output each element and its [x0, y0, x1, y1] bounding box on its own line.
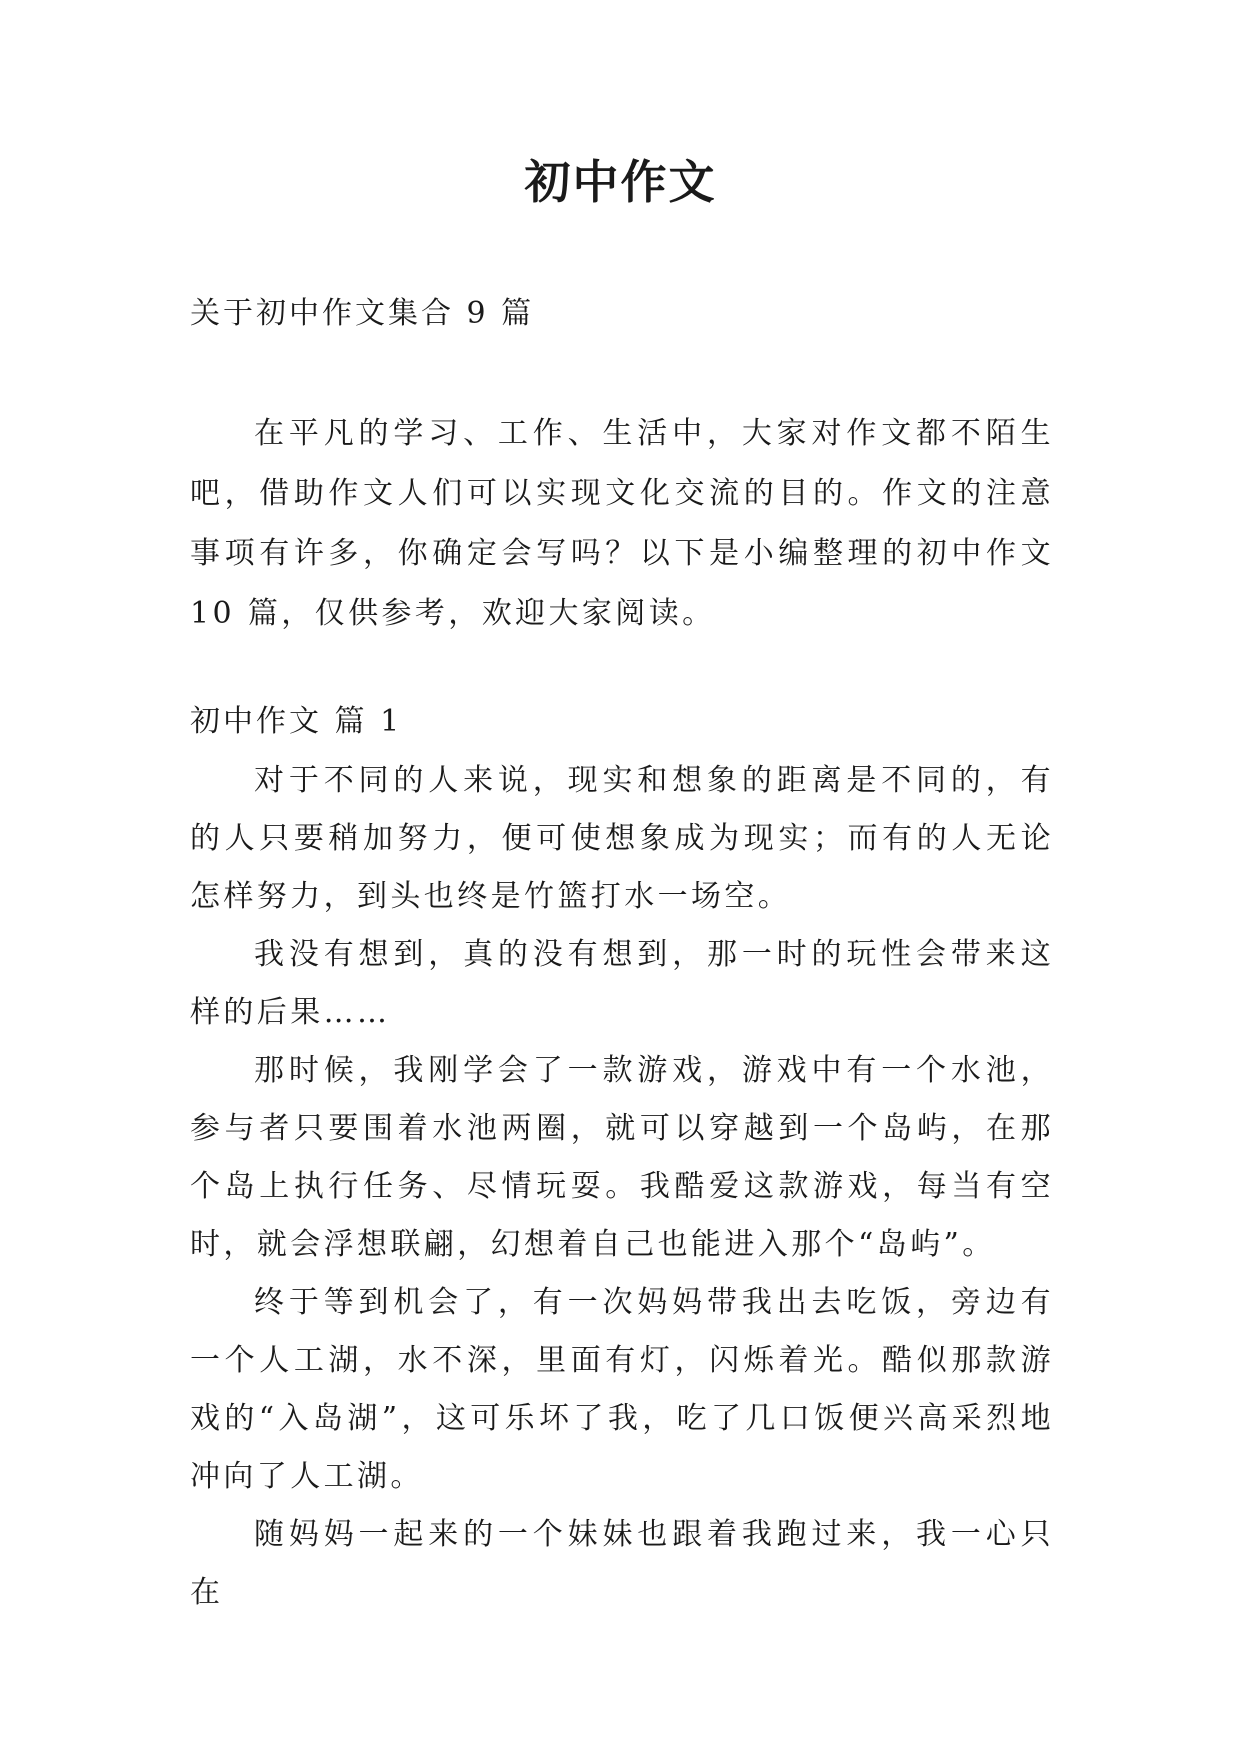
intro-paragraph: 在平凡的学习、工作、生活中，大家对作文都不陌生吧，借助作文人们可以实现文化交流的目的。作文的注意事项有许多，你确定会写吗？以下是小编整理的初中作文 10 篇，仅供参考，欢迎大家阅读。 — [190, 416, 1054, 631]
document-title: 初中作文 — [524, 155, 717, 209]
essay-paragraph: 随妈妈一起来的一个妹妹也跟着我跑过来，我一心只在 — [190, 1517, 1054, 1610]
essay-paragraph: 对于不同的人来说，现实和想象的距离是不同的，有的人只要稍加努力，便可使想象成为现实；而有的人无论怎样努力，到头也终是竹篮打水一场空。 — [190, 763, 1054, 914]
essay-paragraph: 终于等到机会了，有一次妈妈带我出去吃饭，旁边有一个人工湖，水不深，里面有灯，闪烁着光。酷似那款游戏的“入岛湖”，这可乐坏了我，吃了几口饭便兴高采烈地冲向了人工湖。 — [190, 1285, 1054, 1494]
section-heading: 初中作文 篇 1 — [190, 704, 403, 739]
essay-paragraph: 我没有想到，真的没有想到，那一时的玩性会带来这样的后果…… — [190, 937, 1054, 1030]
document-subtitle: 关于初中作文集合 9 篇 — [190, 296, 535, 331]
essay-paragraph: 那时候，我刚学会了一款游戏，游戏中有一个水池，参与者只要围着水池两圈，就可以穿越到一个岛屿，在那个岛上执行任务、尽情玩耍。我酷爱这款游戏，每当有空时，就会浮想联翩，幻想着自己也能进入那个“岛屿”。 — [190, 1053, 1054, 1262]
essay-body — [190, 752, 1054, 1622]
